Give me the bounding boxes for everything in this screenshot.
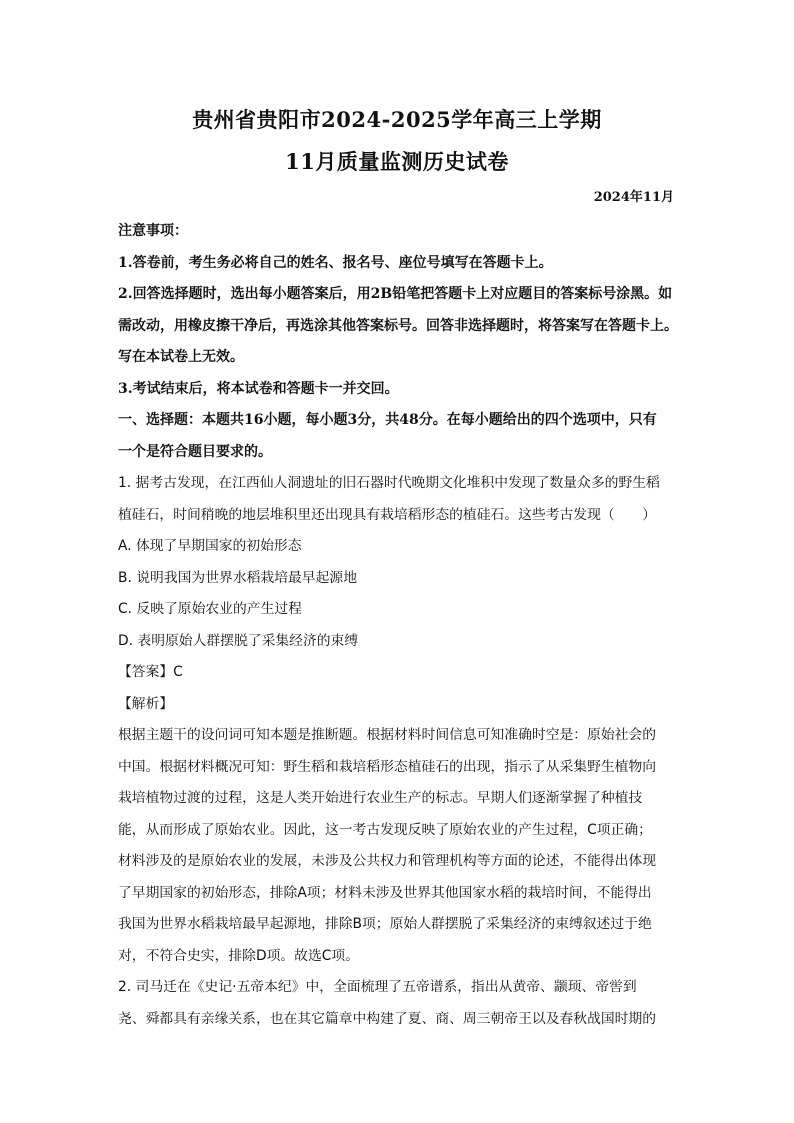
question-2-stem-line1: 2. 司马迁在《史记·五帝本纪》中，全面梳理了五帝谱系，指出从黄帝、颛顼、帝喾到 — [118, 979, 637, 995]
notes-item-3: 3.考试结束后，将本试卷和答题卡一并交回。 — [118, 380, 399, 397]
question-1-option-d: D. 表明原始人群摆脱了采集经济的束缚 — [118, 632, 359, 649]
analysis-line: 我国为世界水稻栽培最早起源地，排除B项；原始人群摆脱了采集经济的束缚叙述过于绝 — [118, 916, 652, 932]
exam-title-line2: 11月质量监测历史试卷 — [285, 149, 509, 174]
exam-content — [118, 216, 683, 1035]
section-heading-line2: 一个是符合题目要求的。 — [118, 443, 272, 460]
question-2-stem-line2: 尧、舜都具有亲缘关系，也在其它篇章中构建了夏、商、周三朝帝王以及春秋战国时期的 — [118, 1010, 657, 1027]
exam-date: 2024年11月 — [593, 190, 674, 205]
question-1-analysis-label: 【解析】 — [118, 695, 174, 712]
analysis-line: 材料涉及的是原始农业的发展，未涉及公共权力和管理机构等方面的论述，不能得出体现 — [118, 853, 657, 869]
notes-item-2-line1: 2.回答选择题时，选出每小题答案后，用2B铅笔把答题卡上对应题目的答案标号涂黑。如 — [118, 286, 673, 302]
analysis-line: 根据主题干的设问词可知本题是推断题。根据材料时间信息可知准确时空是：原始社会的 — [118, 727, 657, 743]
analysis-line: 了早期国家的初始形态，排除A项；材料未涉及世界其他国家水稻的栽培时间，不能得出 — [118, 884, 652, 901]
analysis-line: 对，不符合史实，排除D项。故选C项。 — [118, 947, 360, 964]
question-1-option-a: A. 体现了早期国家的初始形态 — [118, 538, 302, 554]
notes-heading: 注意事项： — [118, 223, 188, 239]
question-1-stem-line1: 1. 据考古发现，在江西仙人洞遗址的旧石器时代晚期文化堆积中发现了数量众多的野生稻 — [118, 475, 660, 491]
notes-item-2-line2: 需改动，用橡皮擦干净后，再选涂其他答案标号。回答非选择题时，将答案写在答题卡上。 — [118, 317, 678, 334]
analysis-line: 能，从而形成了原始农业。因此，这一考古发现反映了原始农业的产生过程，C项正确； — [118, 821, 652, 838]
notes-item-2-line3: 写在本试卷上无效。 — [118, 349, 244, 365]
exam-title-line1: 贵州省贵阳市2024-2025学年高三上学期 — [192, 107, 602, 132]
question-1-stem-line2: 植硅石，时间稍晚的地层堆积里还出现具有栽培稻形态的植硅石。这些考古发现（ ） — [118, 506, 657, 523]
question-1-option-b: B. 说明我国为世界水稻栽培最早起源地 — [118, 569, 357, 586]
analysis-line: 中国。根据材料概况可知：野生稻和栽培稻形态植硅石的出现，指示了从采集野生植物向 — [118, 758, 657, 775]
notes-item-1: 1.答卷前，考生务必将自己的姓名、报名号、座位号填写在答题卡上。 — [118, 254, 553, 271]
question-1-option-c: C. 反映了原始农业的产生过程 — [118, 601, 302, 617]
analysis-line: 栽培植物过渡的过程，这是人类开始进行农业生产的标志。早期人们逐渐掌握了种植技 — [118, 790, 643, 806]
section-heading-line1: 一、选择题：本题共16小题，每小题3分，共48分。在每小题给出的四个选项中，只有 — [118, 412, 657, 428]
question-1-answer: 【答案】C — [118, 664, 183, 680]
